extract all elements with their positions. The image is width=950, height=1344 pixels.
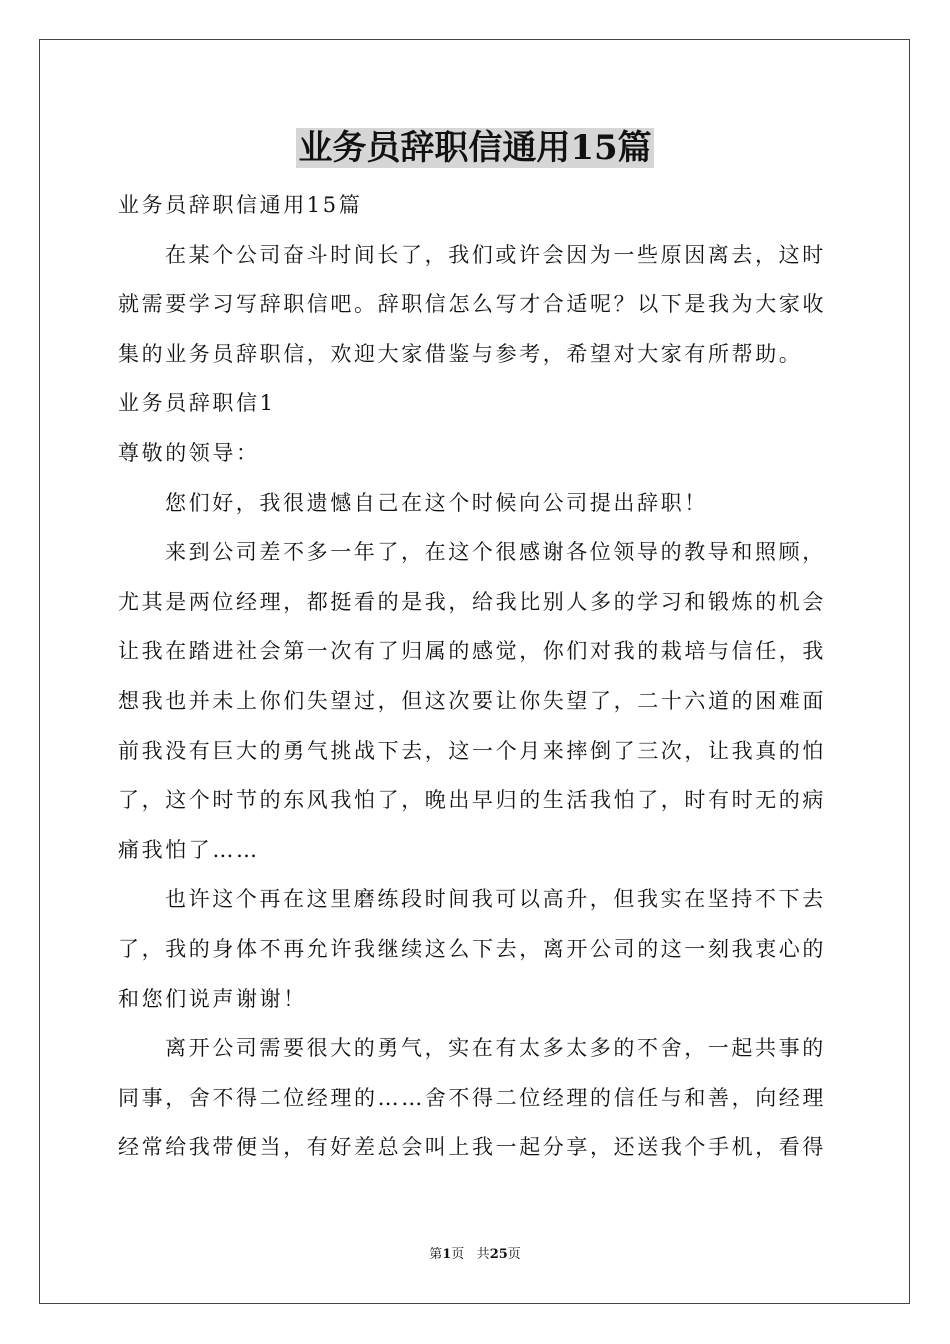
document-body (118, 181, 834, 1173)
page-suffix: 页 (451, 1247, 465, 1262)
page-prefix: 第 (429, 1247, 443, 1262)
intro-paragraph: 在某个公司奋斗时间长了，我们或许会因为一些原因离去，这时就需要学习写辞职信吧。辞职信怎么写才合适呢？以下是我为大家收集的业务员辞职信，欢迎大家借鉴与参考，希望对大家有所帮助。 (118, 242, 826, 366)
letter-paragraph: 来到公司差不多一年了，在这个很感谢各位领导的教导和照顾，尤其是两位经理，都挺看的是我，给我比别人多的学习和锻炼的机会让我在踏进社会第一次有了归属的感觉，你们对我的栽培与信任，我想我也并未上你们失望过，但这次要让你失望了，二十六道的困难面前我没有巨大的勇气挑战下去，这一个月来摔倒了三次，让我真的怕了，这个时节的东风我怕了，晚出早归的生活我怕了，时有时无的病痛我怕了…… (118, 540, 826, 862)
section-heading: 业务员辞职信1 (118, 391, 276, 416)
letter-paragraph: 您们好，我很遗憾自己在这个时候向公司提出辞职！ (165, 490, 708, 515)
letter-salutation: 尊敬的领导： (118, 440, 260, 465)
total-suffix: 页 (507, 1247, 521, 1262)
letter-paragraph: 也许这个再在这里磨练段时间我可以高升，但我实在坚持不下去了，我的身体不再允许我继续这么下去，离开公司的这一刻我衷心的和您们说声谢谢！ (118, 887, 826, 1011)
page-number: 1 (442, 1247, 452, 1262)
total-prefix: 共 (476, 1247, 490, 1262)
total-pages: 25 (489, 1247, 508, 1262)
document-subtitle: 业务员辞职信通用15篇 (118, 193, 363, 217)
document-title-text: 业务员辞职信通用15篇 (298, 128, 652, 168)
document-title (0, 126, 950, 170)
letter-paragraph: 离开公司需要很大的勇气，实在有太多太多的不舍，一起共事的同事，舍不得二位经理的……舍不得二位经理的信任与和善，向经理经常给我带便当，有好差总会叫上我一起分享，还送我个手机，看得 (118, 1036, 826, 1160)
page-footer (0, 1245, 950, 1265)
